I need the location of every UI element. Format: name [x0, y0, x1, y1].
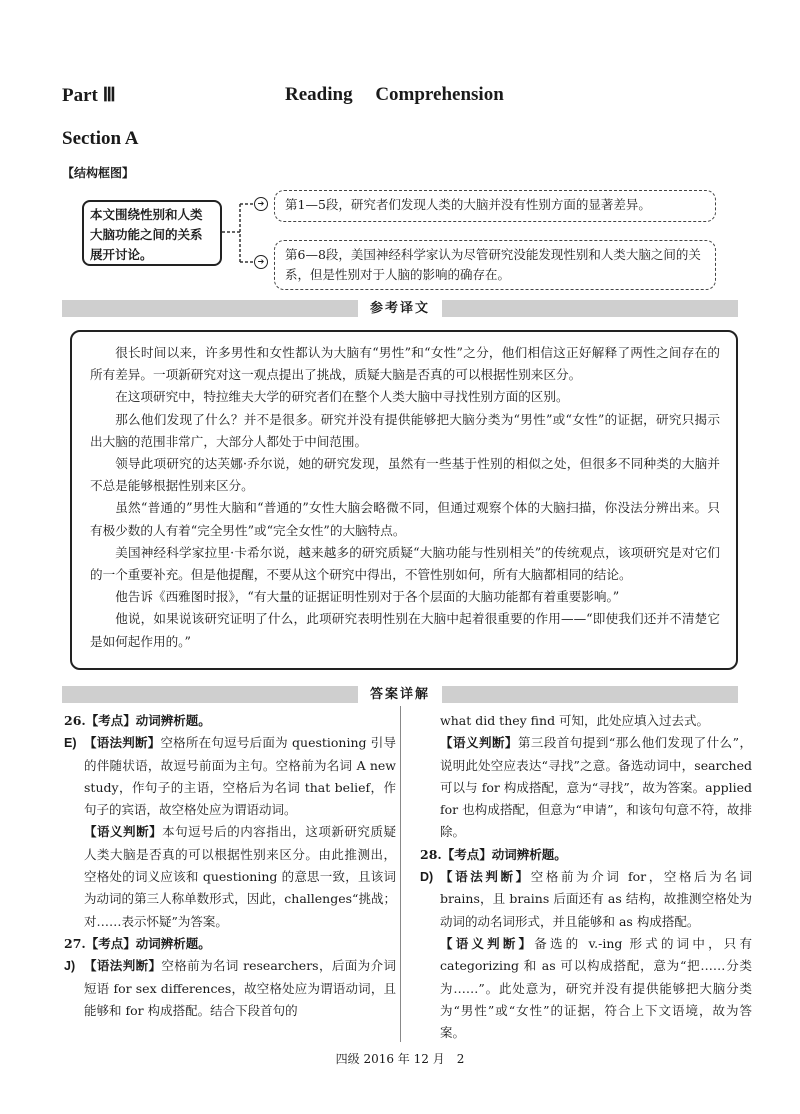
- framework-connector: [222, 196, 282, 276]
- grammar-text: 空格前为介词 for，空格后为名词 brains，且 brains 后面还有 as 结构，故推测空格处为动词的动名词形式，并且能够和 as 构成搭配。: [440, 869, 752, 929]
- translation-box: [70, 330, 738, 670]
- question-26-heading: 26.【考点】动词辨析题。: [64, 713, 211, 728]
- translation-paragraph: 很长时间以来，许多男性和女性都认为大脑有“男性”和“女性”之分，他们相信这正好解释了两性之间存在的所有差异。一项新研究对这一观点提出了挑战，质疑大脑是否真的可以根据性别来区分。: [90, 345, 720, 383]
- framework-summary: 本文围绕性别和人类大脑功能之间的关系展开讨论。: [82, 200, 222, 266]
- translation-title-bar: [62, 300, 738, 317]
- translation-paragraph: 他告诉《西雅图时报》，“有大量的证据证明性别对于各个层面的大脑功能都有着重要影响。”: [115, 589, 620, 605]
- question-28-semantic: [420, 933, 752, 1044]
- part-title: Part Ⅲ: [62, 85, 116, 106]
- question-28-grammar: [420, 866, 752, 933]
- translation-paragraph: 虽然“普通的”男性大脑和“普通的”女性大脑会略微不同，但通过观察个体的大脑扫描，你没法分辨出来。只有极少数的人有着“完全男性”或“完全女性”的大脑特点。: [90, 500, 720, 538]
- translation-paragraph: 他说，如果说该研究证明了什么，此项研究表明性别在大脑中起着很重要的作用——“即使我们还并不清楚它是如何起作用的。”: [90, 611, 720, 649]
- grammar-tag: 【语法判断】: [84, 735, 161, 751]
- section-title: Section A: [62, 128, 139, 149]
- translation-paragraph: 美国神经科学家拉里·卡希尔说，越来越多的研究质疑“大脑功能与性别相关”的传统观点，该项研究是对它们的一个重要补充。但是他提醒，不要从这个研究中得出，不管性别如何，所有大脑都相同的结论。: [90, 544, 720, 583]
- semantic-text: 本句逗号后的内容指出，这项新研究质疑人类大脑是否真的可以根据性别来区分。由此推测出，空格处的词义应该和 questioning 的意思一致，且该词为动词的第三人称单数形式，因此，challenges“挑战；对……表示怀疑”为答案。: [84, 824, 396, 929]
- semantic-tag: 【语义判断】: [440, 735, 518, 751]
- question-26-semantic: [64, 821, 396, 932]
- part-heading: Reading Comprehension: [285, 84, 504, 105]
- answer-27-letter: J): [64, 959, 76, 974]
- translation-paragraph: 领导此项研究的达芙娜·乔尔说，她的研究发现，虽然有一些基于性别的相似之处，但很多不同种类的大脑并不总是能够根据性别来区分。: [90, 456, 720, 494]
- arrow-right-icon: ➔: [254, 197, 268, 211]
- translation-paragraph: 在这项研究中，特拉维夫大学的研究者们在整个人类大脑中寻找性别方面的区别。: [115, 389, 569, 405]
- framework-branch-2: 第6—8段，美国神经科学家认为尽管研究没能发现性别和人类大脑之间的关系，但是性别对于人脑的影响的确存在。: [274, 240, 716, 290]
- answer-28-letter: D): [420, 870, 434, 885]
- answers-title: 答案详解: [358, 686, 442, 703]
- translation-title: 参考译文: [358, 300, 442, 317]
- grammar-tag: 【语法判断】: [84, 958, 162, 974]
- grammar-text: 空格前为名词 researchers，后面为介词短语 for sex differences，故空格处应为谓语动词，且能够和 for 构成搭配。结合下段首句的: [84, 958, 396, 1018]
- question-27-semantic: [420, 732, 752, 843]
- arrow-right-icon: ➔: [254, 255, 268, 269]
- question-27-grammar: [64, 955, 396, 1022]
- answers-title-bar: [62, 686, 738, 703]
- answers-right-column: [420, 710, 752, 1044]
- semantic-text: 第三段首句提到“那么他们发现了什么”，说明此处空应表达“寻找”之意。备选动词中，searched 可以与 for 构成搭配，意为“寻找”，故为答案。applied for 也构成搭配，但意为“申请”，和该句句意不符，故排除。: [440, 735, 752, 840]
- semantic-tag: 【语义判断】: [440, 935, 535, 951]
- question-27-heading: 27.【考点】动词辨析题。: [64, 935, 211, 951]
- framework-branch-1: 第1—5段，研究者们发现人类的大脑并没有性别方面的显著差异。: [274, 190, 716, 222]
- grammar-text: 空格所在句逗号后面为 questioning 引导的伴随状语，故逗号前面为主句。空格前为名词 A new study，作句子的主语，空格后为名词 that belief，作句子的宾语，故空格处应为谓语动词。: [84, 735, 396, 818]
- framework-label: 【结构框图】: [62, 166, 135, 180]
- grammar-tag: 【语法判断】: [440, 869, 531, 885]
- question-28-heading: 28.【考点】动词辨析题。: [420, 846, 567, 862]
- answers-left-column: [64, 710, 396, 1022]
- translation-paragraph: 那么他们发现了什么？并不是很多。研究并没有提供能够把大脑分类为“男性”或“女性”的证据，研究只揭示出大脑的范围非常广，大部分人都处于中间范围。: [90, 411, 720, 449]
- question-26-grammar: [64, 732, 396, 821]
- answer-26-letter: E): [64, 736, 77, 751]
- question-27-continued: what did they find 可知，此处应填入过去式。: [440, 713, 710, 728]
- column-divider: [400, 706, 401, 1042]
- page-footer: 四级 2016 年 12 月 2: [335, 1052, 465, 1066]
- semantic-text: 备选的 v.-ing 形式的词中，只有 categorizing 和 as 可以构成搭配，意为“把……分类为……”。此处意为，研究并没有提供能够把大脑分类为“男性”或“女性”的证据，符合上下文语境，故为答案。: [440, 935, 752, 1041]
- semantic-tag: 【语义判断】: [84, 824, 163, 840]
